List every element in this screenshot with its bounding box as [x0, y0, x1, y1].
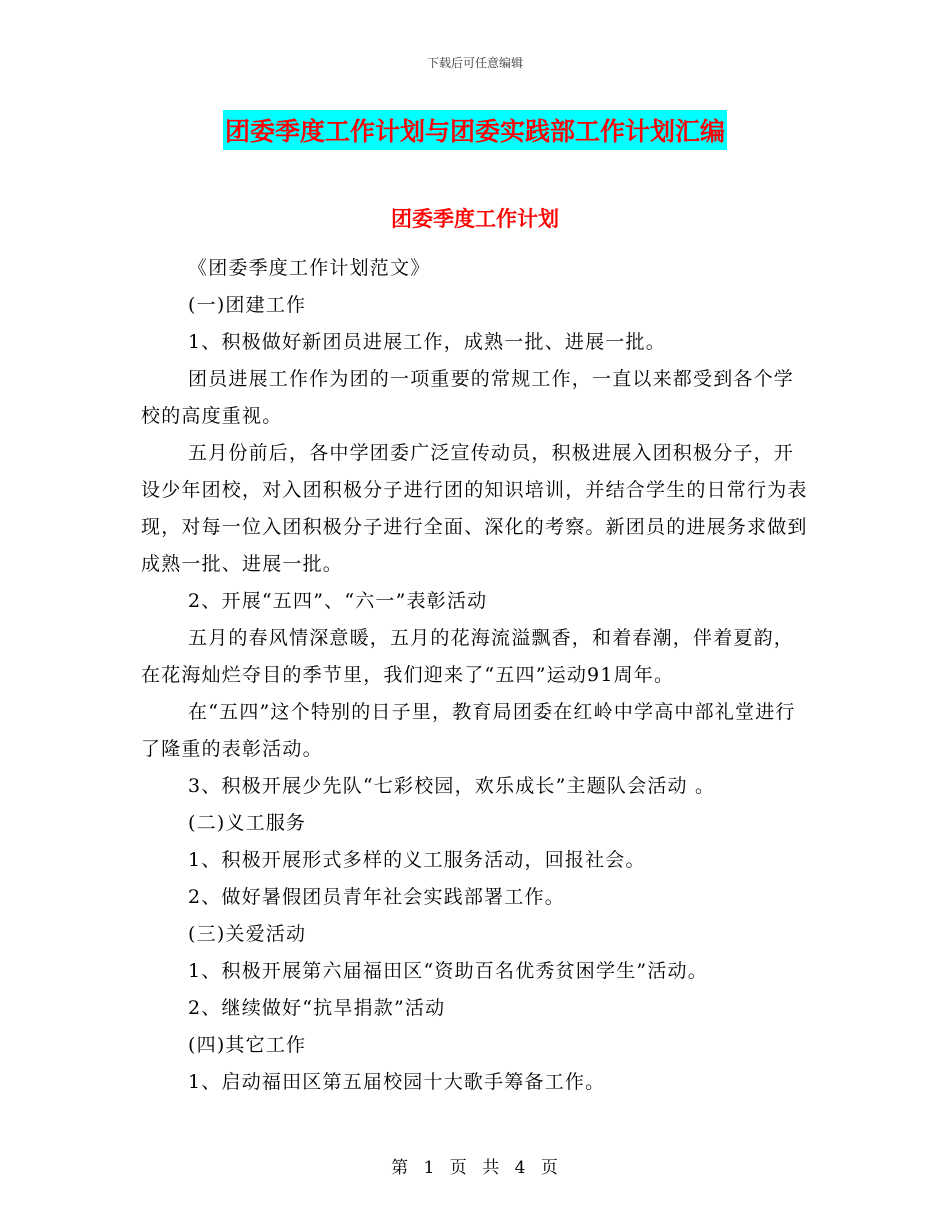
- footer-total-unit: 页: [540, 1158, 559, 1178]
- document-body: [141, 250, 811, 1101]
- body-paragraph: 1、积极开展形式多样的义工服务活动，回报社会。: [188, 849, 646, 871]
- footer-total-pages: 4: [514, 1158, 527, 1178]
- section-title: 团委季度工作计划: [391, 207, 559, 231]
- main-title-container: [0, 110, 950, 150]
- body-paragraph: 《团委季度工作计划范文》: [188, 257, 431, 279]
- body-paragraph: 2、开展“五四”、“六一”表彰活动: [188, 590, 488, 612]
- body-paragraph: 2、做好暑假团员青年社会实践部署工作。: [188, 886, 565, 908]
- body-paragraph: 3、积极开展少先队“七彩校园，欢乐成长”主题队会活动 。: [188, 775, 716, 797]
- page-footer: [0, 1153, 950, 1178]
- body-paragraph: (二)义工服务: [188, 812, 307, 834]
- footer-page-unit: 页: [449, 1158, 468, 1178]
- footer-total-prefix: 共: [482, 1158, 501, 1178]
- body-paragraph: 1、启动福田区第五届校园十大歌手筹备工作。: [188, 1071, 606, 1093]
- header-note: 下载后可任意编辑: [426, 56, 523, 70]
- body-paragraph: 2、继续做好“抗旱捐款”活动: [188, 997, 446, 1019]
- main-title: 团委季度工作计划与团委实践部工作计划汇编: [223, 110, 727, 150]
- body-paragraph: (四)其它工作: [188, 1034, 307, 1056]
- footer-prefix: 第: [391, 1158, 410, 1178]
- body-paragraph: 五月的春风情深意暖，五月的花海流溢飘香，和着春潮，伴着夏韵，在花海灿烂夺目的季节里，我们迎来了“五四”运动91周年。: [141, 627, 795, 686]
- footer-page-number: 1: [423, 1158, 436, 1178]
- body-paragraph: (三)关爱活动: [188, 923, 307, 945]
- body-paragraph: 团员进展工作作为团的一项重要的常规工作，一直以来都受到各个学校的高度重视。: [141, 368, 795, 427]
- body-paragraph: 在“五四”这个特别的日子里，教育局团委在红岭中学高中部礼堂进行了隆重的表彰活动。: [141, 701, 796, 760]
- body-paragraph: (一)团建工作: [188, 294, 307, 316]
- body-paragraph: 1、积极开展第六届福田区“资助百名优秀贫困学生”活动。: [188, 960, 708, 982]
- body-paragraph: 1、积极做好新团员进展工作，成熟一批、进展一批。: [188, 331, 666, 353]
- body-paragraph: 五月份前后，各中学团委广泛宣传动员，积极进展入团积极分子，开设少年团校，对入团积极分子进行团的知识培训，并结合学生的日常行为表现，对每一位入团积极分子进行全面、深化的考察。新团员的进展务求做到成熟一批、进展一批。: [141, 442, 808, 575]
